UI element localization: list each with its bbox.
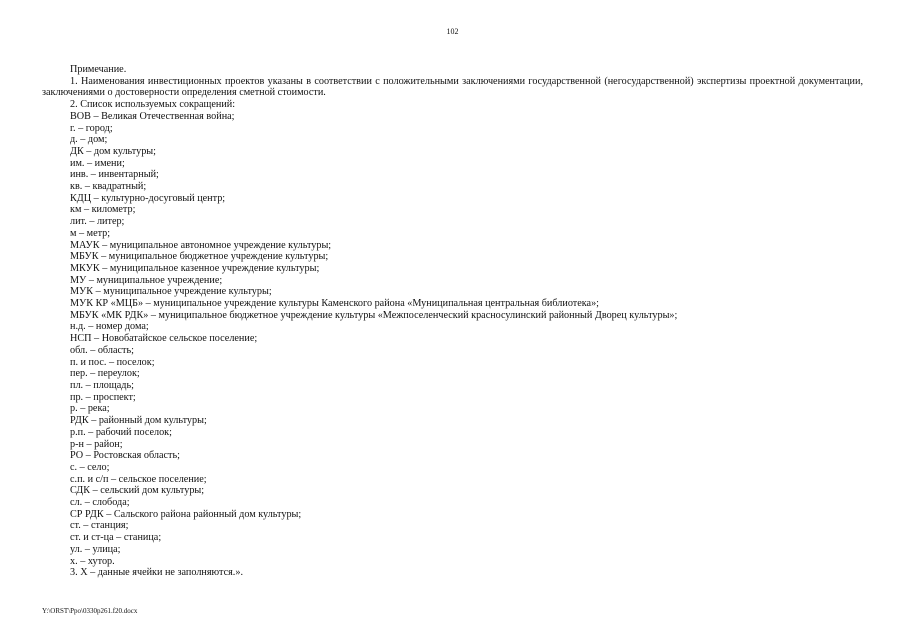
abbreviation-item: р-н – район;	[70, 438, 123, 450]
abbreviation-item: г. – город;	[70, 122, 113, 134]
abbreviation-item: н.д. – номер дома;	[70, 321, 149, 333]
abbreviation-item: МУ – муниципальное учреждение;	[70, 274, 223, 286]
abbreviation-item: сл. – слобода;	[70, 497, 130, 509]
abbreviation-item: п. и пос. – поселок;	[70, 356, 155, 368]
note-heading: Примечание.	[70, 64, 127, 75]
abbreviation-item: обл. – область;	[70, 344, 134, 356]
abbreviation-item: РО – Ростовская область;	[70, 450, 180, 462]
abbreviation-item: СР РДК – Сальского района районный дом культуры;	[70, 508, 302, 520]
abbreviation-item: РДК – районный дом культуры;	[70, 415, 207, 427]
abbreviation-item: р. – река;	[70, 403, 110, 415]
note-3-paragraph: 3. Х – данные ячейки не заполняются.».	[70, 567, 243, 579]
abbreviation-item: м – метр;	[70, 227, 111, 239]
abbreviation-item: р.п. – рабочий поселок;	[70, 426, 172, 438]
abbreviation-item: инв. – инвентарный;	[70, 169, 159, 181]
abbreviation-item: ст. – станция;	[70, 520, 129, 532]
document-body	[42, 64, 863, 579]
abbreviation-item: ДК – дом культуры;	[70, 145, 156, 157]
abbreviation-item: МБУК – муниципальное бюджетное учреждение культуры;	[70, 251, 329, 263]
abbreviation-item: МАУК – муниципальное автономное учреждение культуры;	[70, 239, 332, 251]
abbreviation-item: пр. – проспект;	[70, 391, 136, 403]
abbreviation-item: х. – хутор.	[70, 555, 115, 567]
abbreviation-item: МБУК «МК РДК» – муниципальное бюджетное учреждение культуры «Межпоселенческий красносулинский районный Дворец культуры»;	[70, 309, 678, 321]
abbreviation-item: с. – село;	[70, 461, 110, 473]
abbreviation-item: МУК КР «МЦБ» – муниципальное учреждение культуры Каменского района «Муниципальная центральная библиотека»;	[70, 298, 599, 310]
abbreviation-item: ВОВ – Великая Отечественная война;	[70, 110, 235, 122]
abbreviation-item: пл. – площадь;	[70, 379, 134, 391]
abbreviation-item: ул. – улица;	[70, 543, 121, 555]
abbreviation-item: с.п. и с/п – сельское поселение;	[70, 473, 207, 485]
abbreviation-item: им. – имени;	[70, 157, 125, 169]
abbreviation-item: МУК – муниципальное учреждение культуры;	[70, 286, 272, 298]
file-path-footer: Y:\ORST\Ppo\0330p261.f20.docx	[42, 607, 138, 615]
abbreviation-item: лит. – литер;	[70, 216, 125, 228]
note-2-heading: 2. Список используемых сокращений:	[70, 99, 236, 111]
abbreviation-item: д. – дом;	[70, 134, 108, 146]
page-number: 102	[446, 27, 459, 36]
abbreviation-item: НСП – Новобатайское сельское поселение;	[70, 333, 258, 345]
abbreviation-item: км – километр;	[70, 204, 136, 216]
abbreviation-item: КДЦ – культурно-досуговый центр;	[70, 192, 226, 204]
abbreviation-item: МКУК – муниципальное казенное учреждение культуры;	[70, 262, 320, 274]
abbreviation-item: СДК – сельский дом культуры;	[70, 485, 205, 497]
abbreviation-item: пер. – переулок;	[70, 368, 140, 380]
abbreviation-item: кв. – квадратный;	[70, 181, 147, 193]
note-1-paragraph: 1. Наименования инвестиционных проектов указаны в соответствии с положительными заключениями государственной (негосударственной) экспертизы проектной документации, заключениями о достоверности определения сметной стоимости.	[42, 75, 863, 99]
abbreviations-list	[42, 111, 863, 567]
abbreviation-item: ст. и ст-ца – станица;	[70, 532, 162, 544]
